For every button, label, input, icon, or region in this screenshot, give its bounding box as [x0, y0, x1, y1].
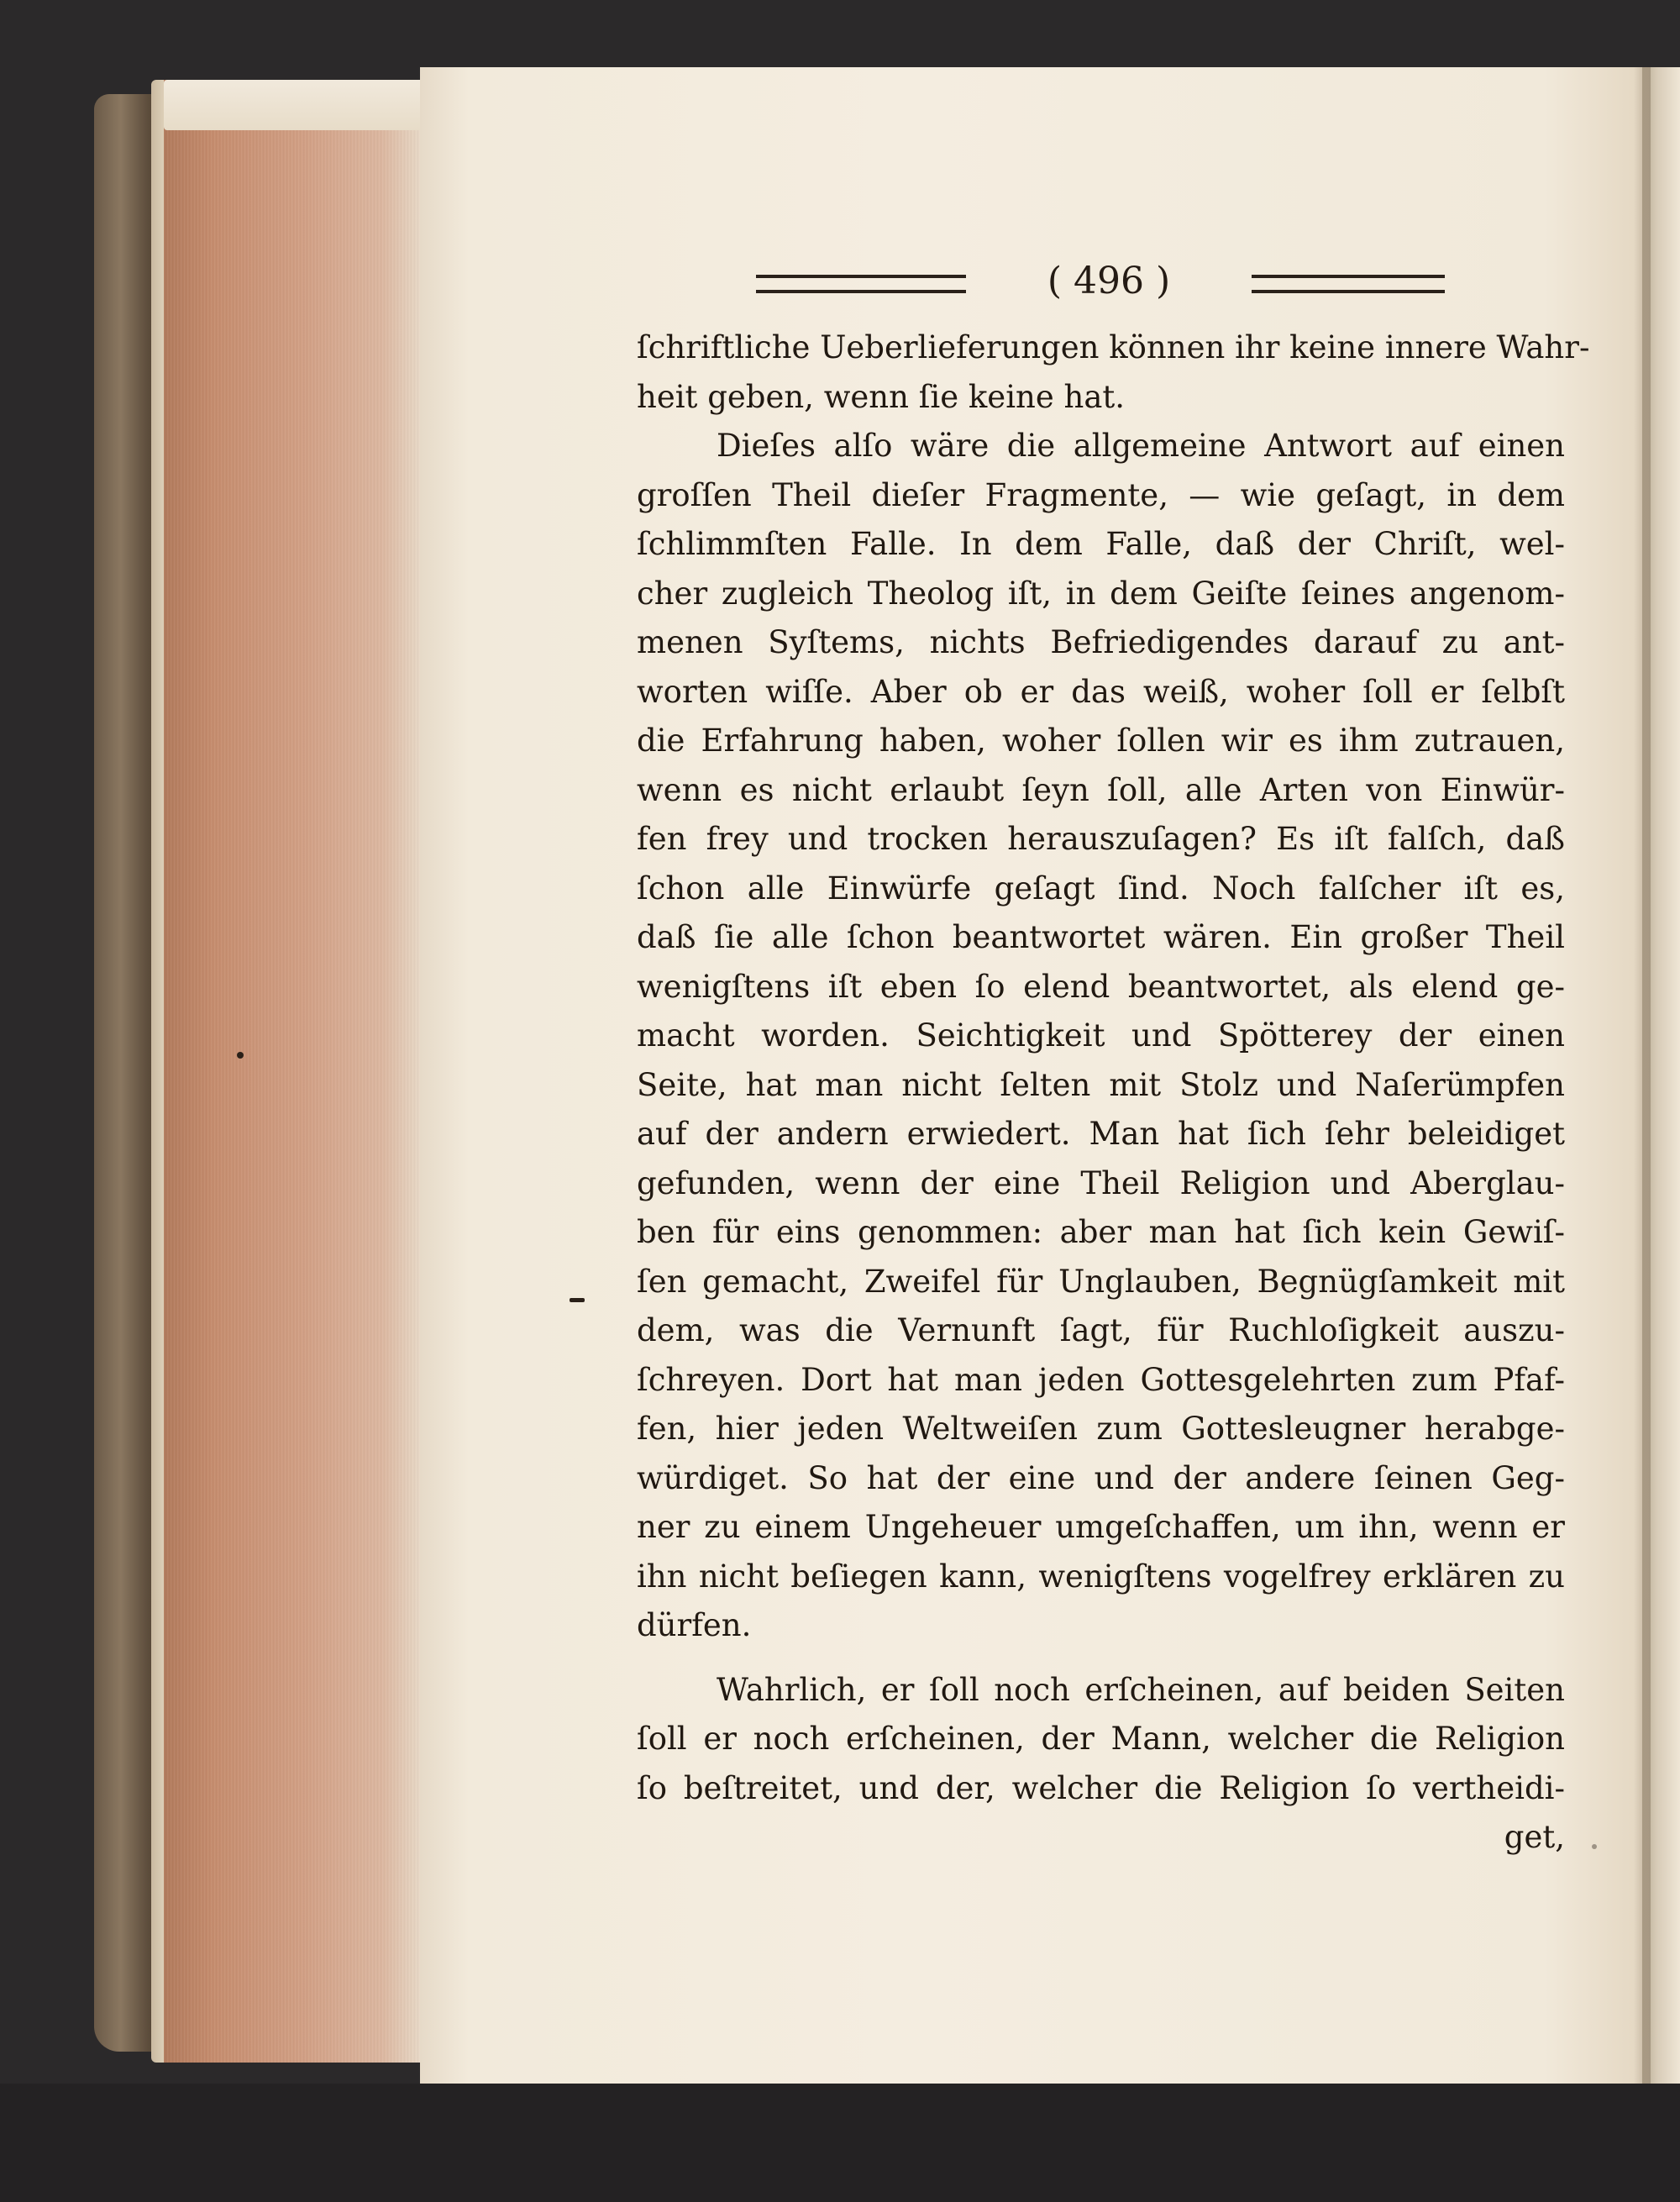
text-line: groſſen Theil dieſer Fragmente, — wie geſagt, in dem [637, 476, 1565, 513]
text-line: gefunden, wenn der eine Theil Religion und Aberglau- [637, 1164, 1565, 1201]
text-line: ben für eins genommen: aber man hat ſich kein Gewiſ- [637, 1214, 1565, 1250]
ink-speck [570, 1298, 585, 1302]
text-line: ſchon alle Einwürfe geſagt ſind. Noch falſcher iſt es, [637, 870, 1565, 907]
text-line: worten wiſſe. Aber ob er das weiß, woher ſoll er ſelbſt [637, 673, 1565, 710]
text-line: daß ſie alle ſchon beantwortet wären. Ein großer Theil [637, 919, 1565, 955]
header-rule-left [756, 275, 966, 293]
text-line: ſo beſtreitet, und der, welcher die Religion ſo vertheidi- [637, 1769, 1565, 1806]
text-line: macht worden. Seichtigkeit und Spötterey der einen [637, 1017, 1565, 1054]
text-line: ſen gemacht, Zweifel für Unglauben, Begnügſamkeit mit [637, 1263, 1565, 1300]
text-line: ner zu einem Ungeheuer umgeſchaffen, um ihn, wenn er [637, 1509, 1565, 1545]
page-header [748, 256, 1453, 307]
text-line: fen frey und trocken herauszuſagen? Es iſt falſch, daß [637, 821, 1565, 857]
ink-speck [237, 1052, 244, 1059]
text-line: wenigſtens iſt eben ſo elend beantwortet, als elend ge- [637, 968, 1565, 1005]
text-line: ſchriftliche Ueberlieferungen können ihr keine innere Wahr- [637, 329, 1590, 365]
backdrop [0, 2084, 1680, 2202]
spine-shadow [1634, 67, 1651, 2084]
text-line: Dieſes alſo wäre die allgemeine Antwort auf einen [717, 428, 1565, 464]
text-line: ſchreyen. Dort hat man jeden Gottesgelehrten zum Pfaf- [637, 1361, 1565, 1398]
text-line: ſchlimmſten Falle. In dem Falle, daß der Chriſt, wel- [637, 526, 1565, 562]
header-rule-right [1252, 275, 1445, 293]
text-line: cher zugleich Theolog iſt, in dem Geiſte ſeines angenom- [637, 575, 1565, 612]
text-line: die Erfahrung haben, woher ſollen wir es ihm zutrauen, [637, 723, 1565, 759]
page-edges-top [164, 80, 433, 130]
text-line: menen Syſtems, nichts Befriedigendes darauf zu ant- [637, 624, 1565, 660]
text-line: wenn es nicht erlaubt ſeyn ſoll, alle Arten von Einwür- [637, 771, 1565, 808]
text-line: auf der andern erwiedert. Man hat ſich ſehr beleidiget [637, 1116, 1565, 1152]
text-line: Wahrlich, er ſoll noch erſcheinen, auf beiden Seiten [717, 1671, 1565, 1708]
catchword: get, [1504, 1819, 1565, 1855]
text-line: würdiget. So hat der eine und der andere ſeinen Geg- [637, 1459, 1565, 1496]
text-line: Seite, hat man nicht ſelten mit Stolz und Naſerümpfen [637, 1066, 1565, 1103]
text-line: ſoll er noch erſcheinen, der Mann, welcher die Religion [637, 1721, 1565, 1757]
text-line: ihn nicht beſiegen kann, wenigſtens vogelfrey erklären zu [637, 1558, 1565, 1595]
text-line: dürfen. [637, 1607, 752, 1643]
text-line: dem, was die Vernunft ſagt, für Ruchloſigkeit auszu- [637, 1312, 1565, 1348]
text-line: heit geben, wenn ſie keine hat. [637, 378, 1126, 415]
body-text [637, 323, 1590, 1863]
page-edges [164, 80, 420, 2063]
page-number: ( 496 ) [1047, 260, 1171, 302]
ink-speck [1592, 1844, 1597, 1849]
text-line: fen, hier jeden Weltweiſen zum Gottesleugner herabge- [637, 1411, 1565, 1447]
